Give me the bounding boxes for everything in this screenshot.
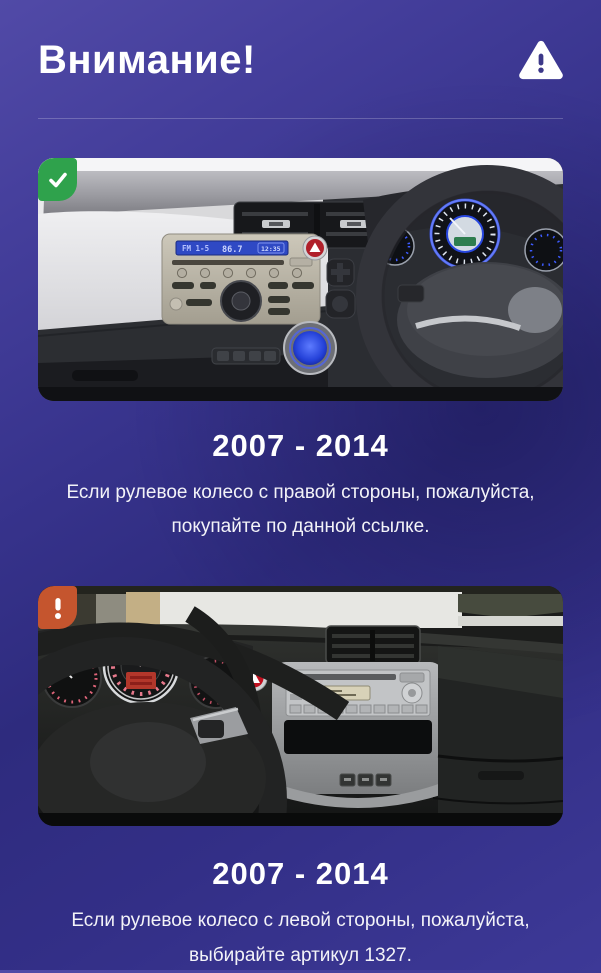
lcd-band-text: FM 1-5 <box>182 244 210 253</box>
check-badge <box>38 158 77 201</box>
banner-header <box>0 0 601 108</box>
lhd-gauge-lcd <box>126 672 156 689</box>
lhd-dashboard-photo <box>38 586 563 826</box>
rhd-dashboard-illustration <box>38 158 563 401</box>
header-divider <box>38 118 563 119</box>
lhd-dashboard-illustration <box>38 586 563 826</box>
years-heading-lhd: 2007 - 2014 <box>212 856 389 892</box>
rhd-climate-dial <box>284 322 336 374</box>
check-icon <box>47 169 69 191</box>
caption-lhd-line2: выбирайте артикул 1327. <box>189 944 412 966</box>
years-heading-rhd: 2007 - 2014 <box>212 428 389 463</box>
lhd-center-vents <box>326 626 420 666</box>
rhd-dashboard-photo <box>38 158 563 401</box>
lcd-freq-text: 86.7 <box>222 245 243 255</box>
rhd-glovebox-handle <box>72 370 138 381</box>
page-title: Внимание! <box>38 38 256 82</box>
caption-rhd-line2: покупайте по данной ссылке. <box>171 516 430 538</box>
lcd-clock-text: 12:35 <box>261 245 281 253</box>
rhd-cd-slot <box>172 260 284 265</box>
caption-rhd-line1: Если рулевое колесо с правой стороны, пожалуйста, <box>66 482 535 503</box>
rhd-switch-row <box>212 348 280 364</box>
caption-lhd <box>30 904 571 972</box>
rhd-volume-knob <box>221 281 261 321</box>
rhd-hazard-button <box>303 236 327 260</box>
caption-lhd-line1: Если рулевое колесо с левой стороны, пожалуйста, <box>71 910 530 932</box>
section-left-hand-drive <box>0 586 601 972</box>
warning-badge <box>38 586 77 629</box>
caption-rhd <box>30 476 571 544</box>
section-right-hand-drive <box>0 158 601 544</box>
lhd-switch-row <box>340 774 391 786</box>
rhd-radio-unit <box>162 234 327 324</box>
lhd-storage-opening <box>284 720 432 754</box>
rhd-speedometer <box>431 200 499 268</box>
warning-triangle-icon <box>519 40 563 80</box>
lhd-glovebox-area <box>433 646 563 826</box>
exclamation-icon <box>47 596 69 620</box>
